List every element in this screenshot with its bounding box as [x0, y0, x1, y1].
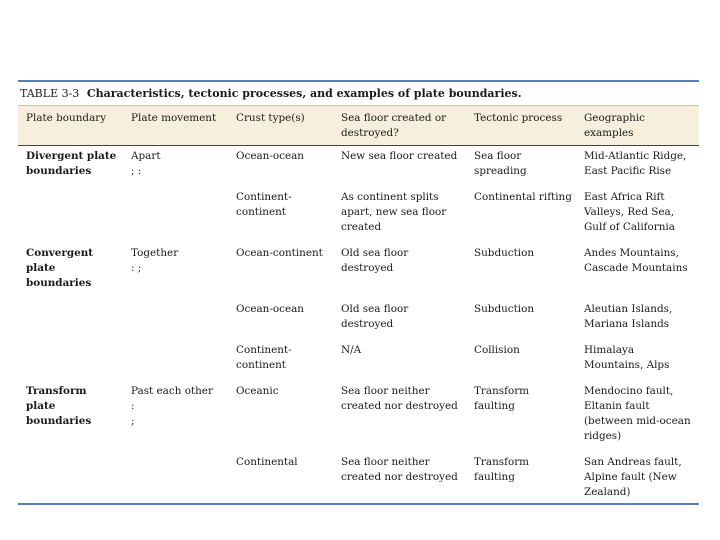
- cell-sea-floor: New sea floor created: [341, 150, 458, 162]
- table-header-row: [18, 106, 699, 146]
- cell-plate-boundary: Transform plate boundaries: [26, 385, 92, 427]
- cell-geographic-examples: Mid-Atlantic Ridge, East Pacific Rise: [584, 150, 687, 177]
- header-tectonic-process: Tectonic process: [466, 106, 576, 146]
- cell-crust-type: Ocean-ocean: [236, 150, 304, 162]
- cell-tectonic-process: Collision: [474, 344, 520, 356]
- table-row: [18, 182, 699, 238]
- cell-plate-boundary: Divergent plate boundaries: [26, 150, 117, 177]
- table-row: [18, 335, 699, 376]
- cell-sea-floor: As continent splits apart, new sea floor created: [341, 191, 447, 233]
- cell-plate-movement: Together : ;: [131, 247, 179, 274]
- bottom-rule: [18, 503, 699, 505]
- cell-geographic-examples: Himalaya Mountains, Alps: [584, 344, 670, 371]
- header-geographic-examples: Geographic examples: [576, 106, 699, 146]
- header-plate-movement: Plate movement: [123, 106, 228, 146]
- table-label: TABLE 3-3: [20, 87, 80, 100]
- cell-plate-movement: Past each other : ;: [131, 385, 213, 427]
- cell-tectonic-process: Transform faulting: [474, 456, 530, 483]
- cell-sea-floor: N/A: [341, 344, 362, 356]
- table-caption: [18, 82, 699, 105]
- cell-plate-movement: [123, 294, 228, 335]
- header-plate-boundary: Plate boundary: [18, 106, 123, 146]
- cell-tectonic-process: Continental rifting: [474, 191, 572, 203]
- cell-sea-floor: Sea floor neither created nor destroyed: [341, 456, 458, 483]
- table-row: [18, 238, 699, 294]
- cell-crust-type: Continent-continent: [236, 344, 292, 371]
- table-row: [18, 447, 699, 503]
- header-sea-floor: Sea floor created or destroyed?: [333, 106, 466, 146]
- cell-plate-movement: [123, 335, 228, 376]
- cell-geographic-examples: San Andreas fault, Alpine fault (New Zealand): [584, 456, 682, 498]
- cell-crust-type: Continental: [236, 456, 298, 468]
- cell-tectonic-process: Sea floor spreading: [474, 150, 527, 177]
- table-row: [18, 376, 699, 447]
- cell-plate-boundary: [18, 335, 123, 376]
- cell-tectonic-process: Transform faulting: [474, 385, 530, 412]
- table-title: Characteristics, tectonic processes, and examples of plate boundaries.: [86, 87, 522, 100]
- cell-plate-boundary: [18, 447, 123, 503]
- cell-crust-type: Continent-continent: [236, 191, 292, 218]
- cell-plate-movement: Apart ; :: [131, 150, 161, 177]
- cell-crust-type: Ocean-ocean: [236, 303, 304, 315]
- table-body: [18, 146, 699, 504]
- cell-plate-boundary: Convergent plate boundaries: [26, 247, 94, 289]
- cell-plate-boundary: [18, 294, 123, 335]
- table-row: [18, 146, 699, 183]
- cell-crust-type: Oceanic: [236, 385, 279, 397]
- cell-tectonic-process: Subduction: [474, 303, 535, 315]
- cell-geographic-examples: East Africa Rift Valleys, Red Sea, Gulf of California: [584, 191, 675, 233]
- cell-geographic-examples: Andes Mountains, Cascade Mountains: [584, 247, 688, 274]
- plate-boundaries-table-container: [18, 80, 699, 505]
- header-crust-types: Crust type(s): [228, 106, 333, 146]
- cell-plate-movement: [123, 182, 228, 238]
- cell-sea-floor: Sea floor neither created nor destroyed: [341, 385, 458, 412]
- cell-geographic-examples: Mendocino fault, Eltanin fault (between mid-ocean ridges): [584, 385, 691, 442]
- cell-plate-boundary: [18, 182, 123, 238]
- table-row: [18, 294, 699, 335]
- cell-tectonic-process: Subduction: [474, 247, 535, 259]
- cell-plate-movement: [123, 447, 228, 503]
- plate-boundaries-table: [18, 105, 699, 503]
- cell-crust-type: Ocean-continent: [236, 247, 323, 259]
- cell-sea-floor: Old sea floor destroyed: [341, 247, 409, 274]
- cell-sea-floor: Old sea floor destroyed: [341, 303, 409, 330]
- cell-geographic-examples: Aleutian Islands, Mariana Islands: [584, 303, 673, 330]
